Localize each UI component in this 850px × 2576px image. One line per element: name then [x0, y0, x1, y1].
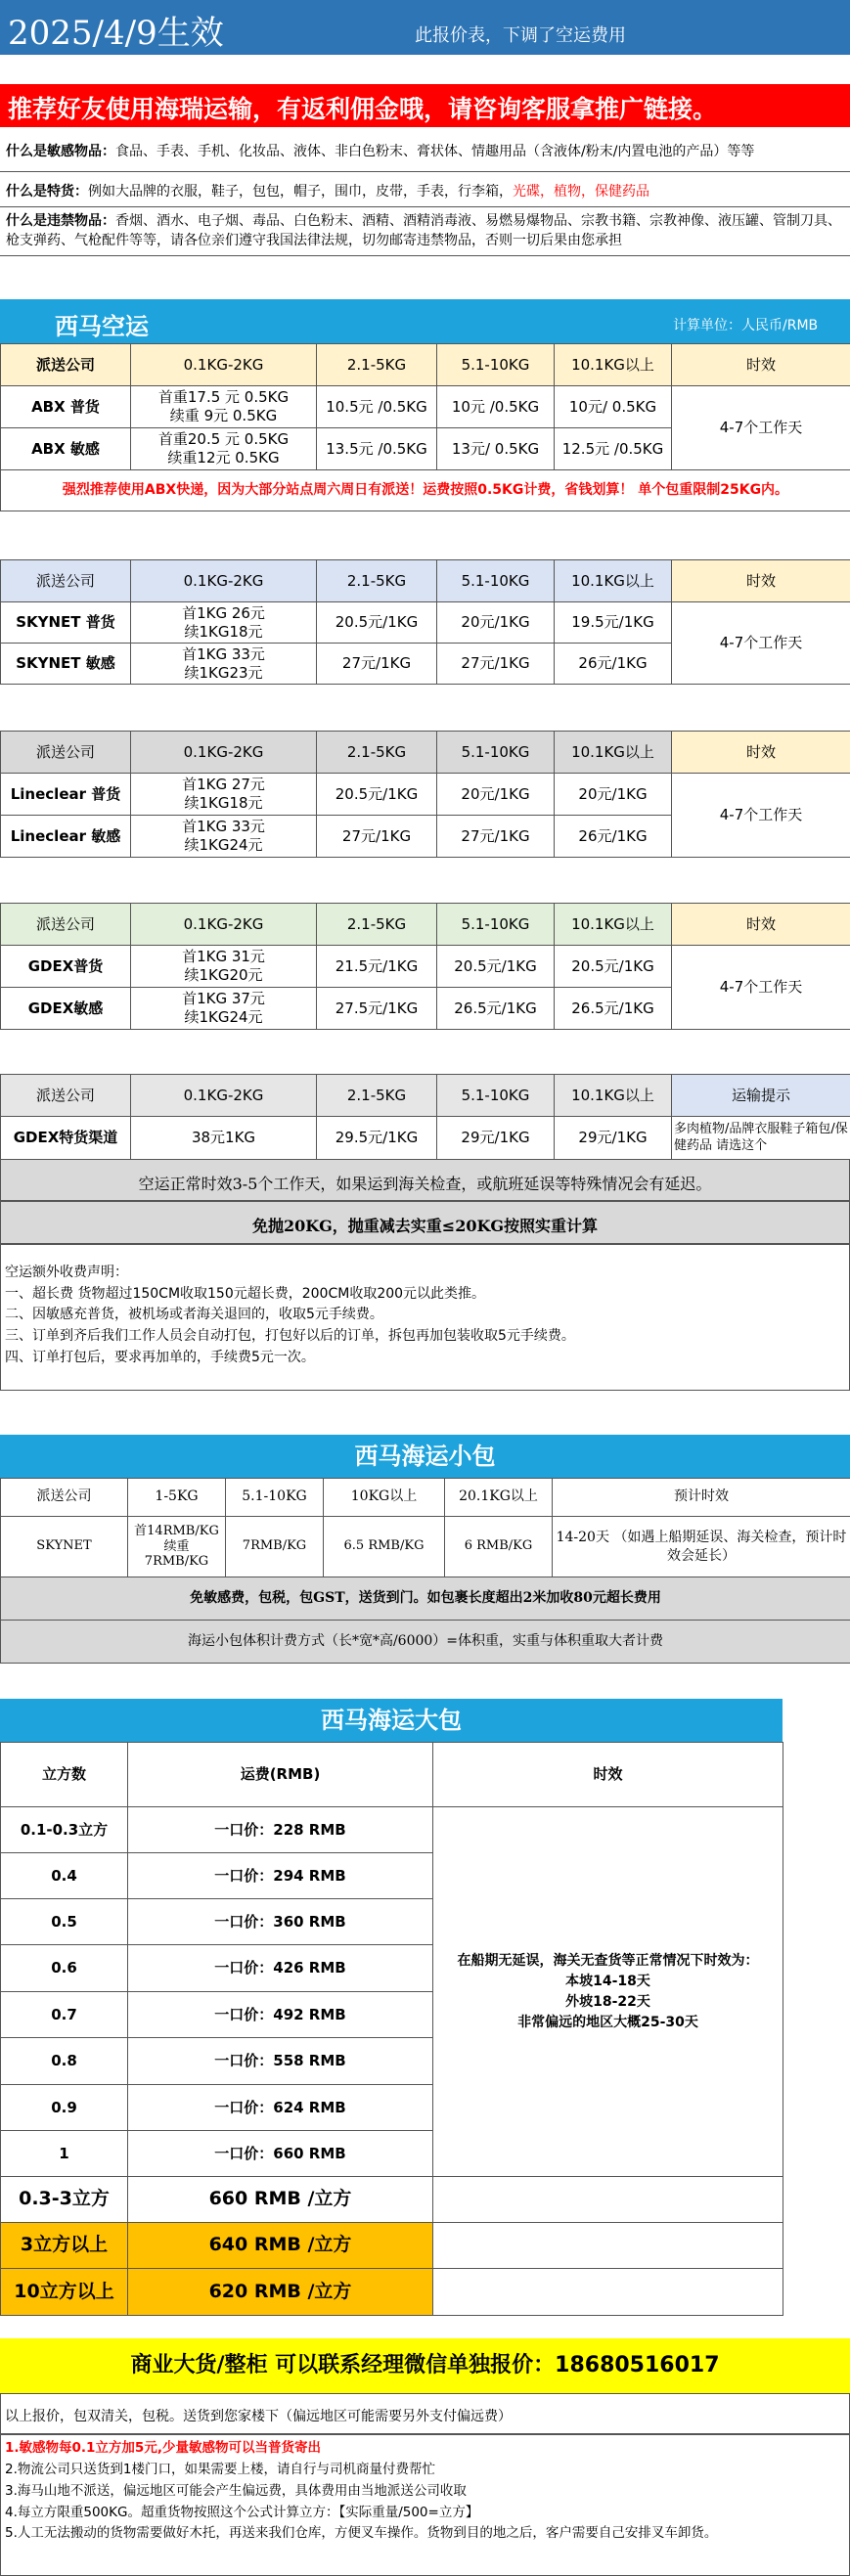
volume-cell: 0.7: [1, 1992, 128, 2038]
extra-weight: 续1KG18元: [184, 794, 263, 812]
table-header-row: [1, 344, 850, 386]
price-cell: 29元/1KG: [555, 1117, 672, 1160]
air-title: 西马空运: [55, 313, 149, 340]
col-header-time: 时效: [672, 344, 850, 386]
price-cell: 26元/1KG: [555, 816, 672, 858]
air-extra-fees: [0, 1244, 850, 1391]
carrier-name: ABX 普货: [1, 386, 131, 428]
table-row: [1, 386, 850, 428]
col-header-w3: 10KG以上: [324, 1479, 445, 1517]
col-header-w2: 5.1-10KG: [226, 1479, 324, 1517]
table-row: [1, 2223, 783, 2269]
volume-cell: 0.5: [1, 1899, 128, 1945]
transit-time: 14-20天 （如遇上船期延误、海关检查，预计时效会延长）: [553, 1517, 850, 1577]
price-cell: 20元/1KG: [437, 774, 555, 816]
extra-weight: 续1KG20元: [184, 966, 263, 984]
extra-fees-title: 空运额外收费声明：: [5, 1265, 128, 1280]
first-weight: 首1KG 31元: [182, 948, 265, 966]
col-header-time: 预计时效: [553, 1479, 850, 1517]
price-cell: 29.5元/1KG: [317, 1117, 437, 1160]
col-header-w4: 20.1KG以上: [445, 1479, 553, 1517]
col-header-w4: 10.1KG以上: [555, 732, 672, 774]
price-cell: 27元/1KG: [317, 816, 437, 858]
volume-cell: 0.3-3立方: [1, 2177, 128, 2223]
price-cell: 19.5元/1KG: [555, 602, 672, 644]
price-cell: 7RMB/KG: [226, 1517, 324, 1577]
price-cell: 一口价：294 RMB: [128, 1853, 433, 1899]
first-weight: 首1KG 33元: [182, 818, 265, 836]
carrier-name: GDEX特货渠道: [1, 1117, 131, 1160]
time-line: 在船期无延误，海关无查货等正常情况下时效为：: [457, 1952, 759, 1969]
definition-prohibited: [0, 207, 850, 256]
extra-weight: 续1KG24元: [184, 1008, 263, 1026]
table-header-row: [1, 560, 850, 602]
volume-cell: 0.8: [1, 2038, 128, 2085]
skynet-table: [0, 559, 850, 685]
list-item: 3.海马山地不派送，偏远地区可能会产生偏远费，具体费用由当地派送公司收取: [5, 2482, 467, 2499]
price-cell: 20.5元/1KG: [317, 774, 437, 816]
price-cell: 660 RMB /立方: [128, 2177, 433, 2223]
gdex-special-table: [0, 1074, 850, 1160]
sea-big-header: [0, 1699, 783, 1742]
col-header-tip: 运输提示: [672, 1075, 850, 1117]
col-header-company: 派送公司: [1, 904, 131, 946]
table-header-row: [1, 732, 850, 774]
contact-banner: [0, 2338, 850, 2393]
sea-big-table: [0, 1742, 783, 2316]
price-cell: 620 RMB /立方: [128, 2269, 433, 2316]
abx-note: 强烈推荐使用ABX快递，因为大部分站点周六周日有派送！运费按照0.5KG计费，省钱划算！ 单个包重限制25KG内。: [1, 470, 850, 511]
price-cell: 20元/1KG: [555, 774, 672, 816]
extra-weight: 续重 9元 0.5KG: [169, 407, 278, 424]
included-note: [0, 2393, 850, 2434]
air-notice-1: [0, 1159, 850, 1201]
table-row: [1, 774, 850, 816]
price-cell: 首14RMB/KG 续重 7RMB/KG: [128, 1517, 226, 1577]
table-row: [1, 2177, 783, 2223]
price-cell: 12.5元 /0.5KG: [555, 428, 672, 470]
price-cell: [131, 774, 317, 816]
definition-text: 香烟、酒水、电子烟、毒品、白色粉末、酒精、酒精消毒液、易燃易爆物品、宗教书籍、宗教神像、液压罐、管制刀具、枪支弹药、气枪配件等等，请各位亲们遵守我国法律法规，切勿邮寄违禁物品，否则一切后果由您承担: [6, 213, 841, 249]
table-header-row: [1, 904, 850, 946]
col-header-w1: 1-5KG: [128, 1479, 226, 1517]
first-weight: 首1KG 27元: [182, 776, 265, 794]
header-notice: 此报价表，下调了空运费用: [415, 25, 626, 46]
price-cell: [131, 988, 317, 1030]
note-row: [1, 1577, 850, 1621]
table-row: [1, 946, 850, 988]
list-item: 四、订单打包后，要求再加单的，手续费5元一次。: [5, 1349, 315, 1365]
price-cell: 一口价：426 RMB: [128, 1945, 433, 1992]
abx-table: [0, 343, 850, 511]
price-cell: 26.5元/1KG: [555, 988, 672, 1030]
price-cell: 一口价：492 RMB: [128, 1992, 433, 2038]
col-header-company: 派送公司: [1, 1479, 128, 1517]
col-header-time: 时效: [433, 1743, 783, 1807]
definition-sensitive: [0, 127, 850, 172]
col-header-time: 时效: [672, 904, 850, 946]
carrier-name: SKYNET 敏感: [1, 644, 131, 685]
volume-cell: 0.4: [1, 1853, 128, 1899]
transport-tip: 多肉植物/品牌衣服鞋子箱包/保健药品 请选这个: [672, 1117, 850, 1160]
col-header-w1: 0.1KG-2KG: [131, 560, 317, 602]
col-header-w1: 0.1KG-2KG: [131, 1075, 317, 1117]
definitions: [0, 127, 850, 256]
lineclear-table: [0, 731, 850, 858]
price-cell: 21.5元/1KG: [317, 946, 437, 988]
col-header-w2: 2.1-5KG: [317, 904, 437, 946]
col-header-w4: 10.1KG以上: [555, 1075, 672, 1117]
col-header-w4: 10.1KG以上: [555, 560, 672, 602]
price-cell: 6 RMB/KG: [445, 1517, 553, 1577]
price-cell: 26.5元/1KG: [437, 988, 555, 1030]
price-cell: [131, 946, 317, 988]
definition-text: 例如大品牌的衣服，鞋子，包包，帽子，围巾，皮带，手表，行李箱，: [88, 184, 513, 200]
col-header-w3: 5.1-10KG: [437, 560, 555, 602]
col-header-company: 派送公司: [1, 344, 131, 386]
col-header-w1: 0.1KG-2KG: [131, 732, 317, 774]
sea-big-notes: [0, 2434, 850, 2576]
time-line: 非常偏远的地区大概25-30天: [517, 2014, 698, 2030]
sea-big-title: 西马海运大包: [321, 1707, 462, 1734]
volume-cell: 0.6: [1, 1945, 128, 1992]
volume-cell: 0.1-0.3立方: [1, 1807, 128, 1853]
price-cell: 29元/1KG: [437, 1117, 555, 1160]
list-item: 5.人工无法搬动的货物需要做好木托，再送来我们仓库，方便叉车操作。货物到目的地之后，客户需要自己安排叉车卸货。: [5, 2525, 718, 2542]
price-cell: 一口价：360 RMB: [128, 1899, 433, 1945]
extra-weight: 续重12元 0.5KG: [167, 449, 280, 466]
price-cell: 20元/1KG: [437, 602, 555, 644]
col-header-time: 时效: [672, 560, 850, 602]
included-text: 以上报价，包双清关，包税。送货到您家楼下（偏远地区可能需要另外支付偏远费）: [5, 2409, 512, 2424]
col-header-company: 派送公司: [1, 732, 131, 774]
list-item: 2.物流公司只送货到1楼门口，如果需要上楼，请自行与司机商量付费帮忙: [5, 2461, 435, 2477]
col-header-w3: 5.1-10KG: [437, 344, 555, 386]
top-header: [0, 0, 850, 55]
carrier-name: Lineclear 普货: [1, 774, 131, 816]
carrier-name: GDEX普货: [1, 946, 131, 988]
col-header-time: 时效: [672, 732, 850, 774]
table-row: [1, 2269, 783, 2316]
carrier-name: Lineclear 敏感: [1, 816, 131, 858]
table-row: [1, 1807, 783, 1853]
price-cell: 27元/1KG: [437, 816, 555, 858]
col-header-w3: 5.1-10KG: [437, 904, 555, 946]
abx-note-row: [1, 470, 850, 511]
volume-cell: 3立方以上: [1, 2223, 128, 2269]
price-cell: [131, 644, 317, 685]
price-cell: [131, 602, 317, 644]
transit-time: 4-7个工作天: [672, 946, 850, 1030]
carrier-name: ABX 敏感: [1, 428, 131, 470]
definition-text: 食品、手表、手机、化妆品、液体、非白色粉末、膏状体、情趣用品（含液体/粉末/内置电池的产品）等等: [115, 144, 755, 159]
note-row: [1, 1621, 850, 1664]
extra-weight: 续1KG23元: [184, 663, 263, 682]
table-row: [1, 1517, 850, 1577]
transit-time: 4-7个工作天: [672, 386, 850, 470]
first-weight: 首1KG 37元: [182, 990, 265, 1008]
price-cell: 13.5元 /0.5KG: [317, 428, 437, 470]
sea-small-table: [0, 1478, 850, 1664]
price-cell: 一口价：558 RMB: [128, 2038, 433, 2085]
price-cell: 20.5元/1KG: [317, 602, 437, 644]
price-cell: 38元1KG: [131, 1117, 317, 1160]
transit-time: 4-7个工作天: [672, 602, 850, 685]
price-cell: 10元 /0.5KG: [437, 386, 555, 428]
col-header-w4: 10.1KG以上: [555, 344, 672, 386]
price-cell: 27.5元/1KG: [317, 988, 437, 1030]
contact-text: 商业大货/整柜 可以联系经理微信单独报价：18680516017: [130, 2353, 720, 2377]
first-weight: 首重17.5 元 0.5KG: [157, 388, 290, 407]
empty-cell: [433, 2223, 783, 2269]
price-cell: 26元/1KG: [555, 644, 672, 685]
definition-label: 什么是敏感物品：: [6, 144, 115, 159]
air-section-header: [0, 299, 850, 343]
definition-label: 什么是违禁物品：: [6, 213, 115, 229]
table-header-row: [1, 1479, 850, 1517]
promo-banner: [0, 84, 850, 127]
price-cell: [131, 816, 317, 858]
time-line: 外坡18-22天: [565, 1993, 650, 2010]
list-item: 4.每立方限重500KG。超重货物按照这个公式计算立方：【实际重量/500=立方】: [5, 2504, 479, 2520]
sea-small-note-1: 免敏感费，包税，包GST，送货到门。如包裹长度超出2米加收80元超长费用: [1, 1577, 850, 1621]
table-header-row: [1, 1743, 783, 1807]
price-cell: 一口价：228 RMB: [128, 1807, 433, 1853]
transit-time: 4-7个工作天: [672, 774, 850, 858]
price-cell: 20.5元/1KG: [555, 946, 672, 988]
extra-weight: 续1KG18元: [184, 622, 263, 641]
air-notice-1-text: 空运正常时效3-5个工作天，如果运到海关检查，或航班延误等特殊情况会有延迟。: [138, 1175, 712, 1193]
price-cell: 20.5元/1KG: [437, 946, 555, 988]
sea-small-note-2: 海运小包体积计费方式（长*宽*高/6000）=体积重，实重与体积重取大者计费: [1, 1621, 850, 1664]
extra-weight: 续1KG24元: [184, 836, 263, 854]
definition-label: 什么是特货：: [6, 184, 88, 200]
first-weight: 首1KG 33元: [182, 644, 265, 663]
carrier-name: GDEX敏感: [1, 988, 131, 1030]
gdex-table: [0, 903, 850, 1030]
carrier-name: SKYNET 普货: [1, 602, 131, 644]
list-item: 1.敏感物每0.1立方加5元,少量敏感物可以当普货寄出: [5, 2440, 321, 2456]
col-header-w1: 0.1KG-2KG: [131, 904, 317, 946]
empty-cell: [433, 2177, 783, 2223]
sea-small-header: [0, 1435, 850, 1478]
price-cell: [131, 386, 317, 428]
col-header-company: 派送公司: [1, 1075, 131, 1117]
transit-time: [433, 1807, 783, 2177]
table-row: [1, 602, 850, 644]
col-header-volume: 立方数: [1, 1743, 128, 1807]
air-notice-2: [0, 1201, 850, 1244]
col-header-w1: 0.1KG-2KG: [131, 344, 317, 386]
price-cell: [131, 428, 317, 470]
list-item: 二、因敏感充普货，被机场或者海关退回的，收取5元手续费。: [5, 1307, 383, 1323]
col-header-w2: 2.1-5KG: [317, 344, 437, 386]
col-header-company: 派送公司: [1, 560, 131, 602]
col-header-w4: 10.1KG以上: [555, 904, 672, 946]
price-cell: 10元/ 0.5KG: [555, 386, 672, 428]
price-cell: 6.5 RMB/KG: [324, 1517, 445, 1577]
time-line: 本坡14-18天: [565, 1973, 650, 1989]
table-header-row: [1, 1075, 850, 1117]
volume-cell: 1: [1, 2131, 128, 2177]
promo-text: 推荐好友使用海瑞运输，有返利佣金哦，请咨询客服拿推广链接。: [8, 95, 718, 123]
effective-date: 2025/4/9生效: [8, 14, 224, 53]
price-cell: 27元/1KG: [317, 644, 437, 685]
carrier-name: SKYNET: [1, 1517, 128, 1577]
col-header-w3: 5.1-10KG: [437, 1075, 555, 1117]
first-weight: 首重20.5 元 0.5KG: [157, 430, 290, 449]
col-header-w3: 5.1-10KG: [437, 732, 555, 774]
price-cell: 27元/1KG: [437, 644, 555, 685]
price-cell: 13元/ 0.5KG: [437, 428, 555, 470]
price-cell: 一口价：624 RMB: [128, 2085, 433, 2131]
sea-small-title: 西马海运小包: [354, 1443, 496, 1470]
first-weight: 首1KG 26元: [182, 603, 265, 622]
price-cell: 一口价：660 RMB: [128, 2131, 433, 2177]
empty-cell: [433, 2269, 783, 2316]
table-row: [1, 1117, 850, 1160]
list-item: 一、超长费 货物超过150CM收取150元超长费，200CM收取200元以此类推。: [5, 1285, 486, 1302]
definition-red-text: 光碟，植物，保健药品: [513, 184, 649, 200]
list-item: 三、订单到齐后我们工作人员会自动打包，打包好以后的订单，拆包再加包装收取5元手续费。: [5, 1328, 575, 1345]
col-header-w2: 2.1-5KG: [317, 1075, 437, 1117]
volume-cell: 10立方以上: [1, 2269, 128, 2316]
volume-cell: 0.9: [1, 2085, 128, 2131]
air-notice-2-text: 免抛20KG，抛重减去实重≤20KG按照实重计算: [251, 1217, 599, 1235]
col-header-w2: 2.1-5KG: [317, 560, 437, 602]
definition-special: [0, 172, 850, 207]
col-header-w2: 2.1-5KG: [317, 732, 437, 774]
col-header-price: 运费(RMB): [128, 1743, 433, 1807]
air-unit: 计算单位：人民币/RMB: [673, 318, 819, 333]
price-cell: 640 RMB /立方: [128, 2223, 433, 2269]
price-cell: 10.5元 /0.5KG: [317, 386, 437, 428]
